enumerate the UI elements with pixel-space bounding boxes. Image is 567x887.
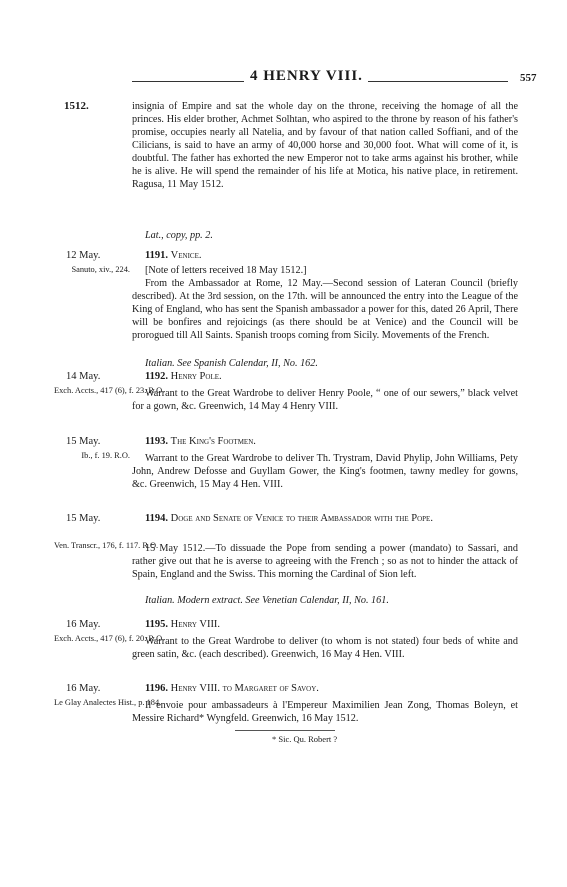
footnote: * Sic. Qu. Robert ?	[272, 734, 338, 744]
entry-body-bracket-note: [Note of letters received 18 May 1512.]	[145, 265, 307, 276]
entry-date: 16 May.	[66, 683, 101, 694]
entry-heading	[145, 436, 525, 448]
entry-body-text: 15 May 1512.—To dissuade the Pope from sending a power (mandato) to Sassari, and rather give out that he is averse to agreeing with the French ; so as not to hinder the attack of Spain, England and the Swiss. This morning the Cardinal of Sion left.	[132, 543, 518, 580]
entry-body-text: Il envoie pour ambassadeurs à l'Empereur Maximilien Jean Zong, Thomas Boleyn, et Messire Richard* Wyngfeld. Greenwich, 16 May 1512.	[132, 700, 518, 724]
entry-number: 1194.	[145, 513, 169, 524]
entry-body	[132, 452, 518, 491]
entry-heading	[145, 250, 525, 262]
entry-number: 1195.	[145, 619, 169, 630]
entry-heading	[145, 683, 525, 695]
entry-number: 1196.	[145, 683, 169, 694]
entry-title: Henry Pole.	[170, 371, 222, 382]
entry-source: Ven. Transcr., 176, f. 117. R.O.	[54, 541, 159, 550]
entry-body	[132, 387, 518, 413]
entry-body-text: Warrant to the Great Wardrobe to deliver Henry Poole, “ one of our sewers,” black velvet for a gown, &c. Greenwich, 14 May 4 Henry VIII.	[132, 388, 518, 412]
entry-source: Exch. Accts., 417 (6), f. 20. R.O.	[54, 634, 165, 643]
year-label: 1512.	[64, 100, 89, 112]
footnote-rule	[235, 730, 335, 731]
entry-heading	[145, 513, 525, 525]
entry-title: Henry VIII.	[170, 619, 221, 630]
header-rule-right	[368, 81, 508, 82]
running-header-title: 4 HENRY VIII.	[250, 68, 363, 84]
entry-date: 16 May.	[66, 619, 101, 630]
intro-note: Lat., copy, pp. 2.	[145, 230, 213, 241]
intro-paragraph: insignia of Empire and sat the whole day on the throne, receiving the homage of all the princes. His elder brother, Achmet Solhtan, who aspired to the throne by reason of his father's promise, occupies nearly all Natelia, and by favour of that nation called Soffiani, and of the Cilicians, is said to have an army of 40,000 horse and 30,000 foot. What will come of it, is doubtful. The father has exhorted the new Emperor not to take arms against his brother, while he is alive. He will spend the remainder of his life at Motica, his native place, in retirement. Ragusa, 11 May 1512.	[132, 101, 518, 190]
entry-body	[132, 699, 518, 725]
entry-source: Ib., f. 19. R.O.	[81, 451, 130, 460]
entry-title: The King's Footmen.	[170, 436, 256, 447]
header-rule-left	[132, 81, 244, 82]
entry-body	[132, 264, 518, 342]
entry-body-text: From the Ambassador at Rome, 12 May.—Second session of Lateran Council (briefly described). At the 3rd session, on the 17th. will be announced the entry into the League of the King of England, who has sent the Spanish ambassador a power for this, dated 26 April, There will be bonfires and rejoicings (as there should be at Venice) and the Council will be prorogued till All Saints. Spanish troops coming from Sicily. Movements of the French.	[132, 278, 518, 341]
entry-heading	[145, 619, 525, 631]
entry-body-text: Warrant to the Great Wardrobe to deliver (to whom is not stated) four beds of white and green satin, &c. (each described). Greenwich, 16 May 4 Hen. VIII.	[132, 636, 518, 660]
entry-number: 1191.	[145, 250, 169, 261]
entry-body-text: Warrant to the Great Wardrobe to deliver Th. Trystram, David Phylip, John Williams, Pety John, Andrew Defosse and Guyllam Gower, the King's footmen, tawny medley for gowns, &c. Greenwich, 15 May 4 Hen. VIII.	[132, 453, 518, 490]
entry-date: 12 May.	[66, 250, 101, 261]
entry-note: Italian. See Spanish Calendar, II, No. 162.	[145, 358, 318, 369]
entry-heading	[145, 371, 525, 383]
entry-number: 1192.	[145, 371, 169, 382]
entry-source: Exch. Accts., 417 (6), f. 23. R.O.	[54, 386, 165, 395]
entry-body	[132, 542, 518, 581]
entry-number: 1193.	[145, 436, 169, 447]
entry-title: Henry VIII. to Margaret of Savoy.	[170, 683, 319, 694]
entry-note: Italian. Modern extract. See Venetian Calendar, II, No. 161.	[145, 595, 389, 606]
entry-title: Venice.	[170, 250, 202, 261]
page-number: 557	[520, 72, 537, 84]
entry-date: 15 May.	[66, 513, 101, 524]
entry-body	[132, 635, 518, 661]
entry-date: 15 May.	[66, 436, 101, 447]
entry-date: 14 May.	[66, 371, 101, 382]
entry-source: Sanuto, xiv., 224.	[71, 265, 130, 274]
entry-source: Le Glay Analectes Hist., p. 184.	[54, 698, 162, 707]
entry-title: Doge and Senate of Venice to their Ambassador with the Pope.	[170, 513, 433, 524]
